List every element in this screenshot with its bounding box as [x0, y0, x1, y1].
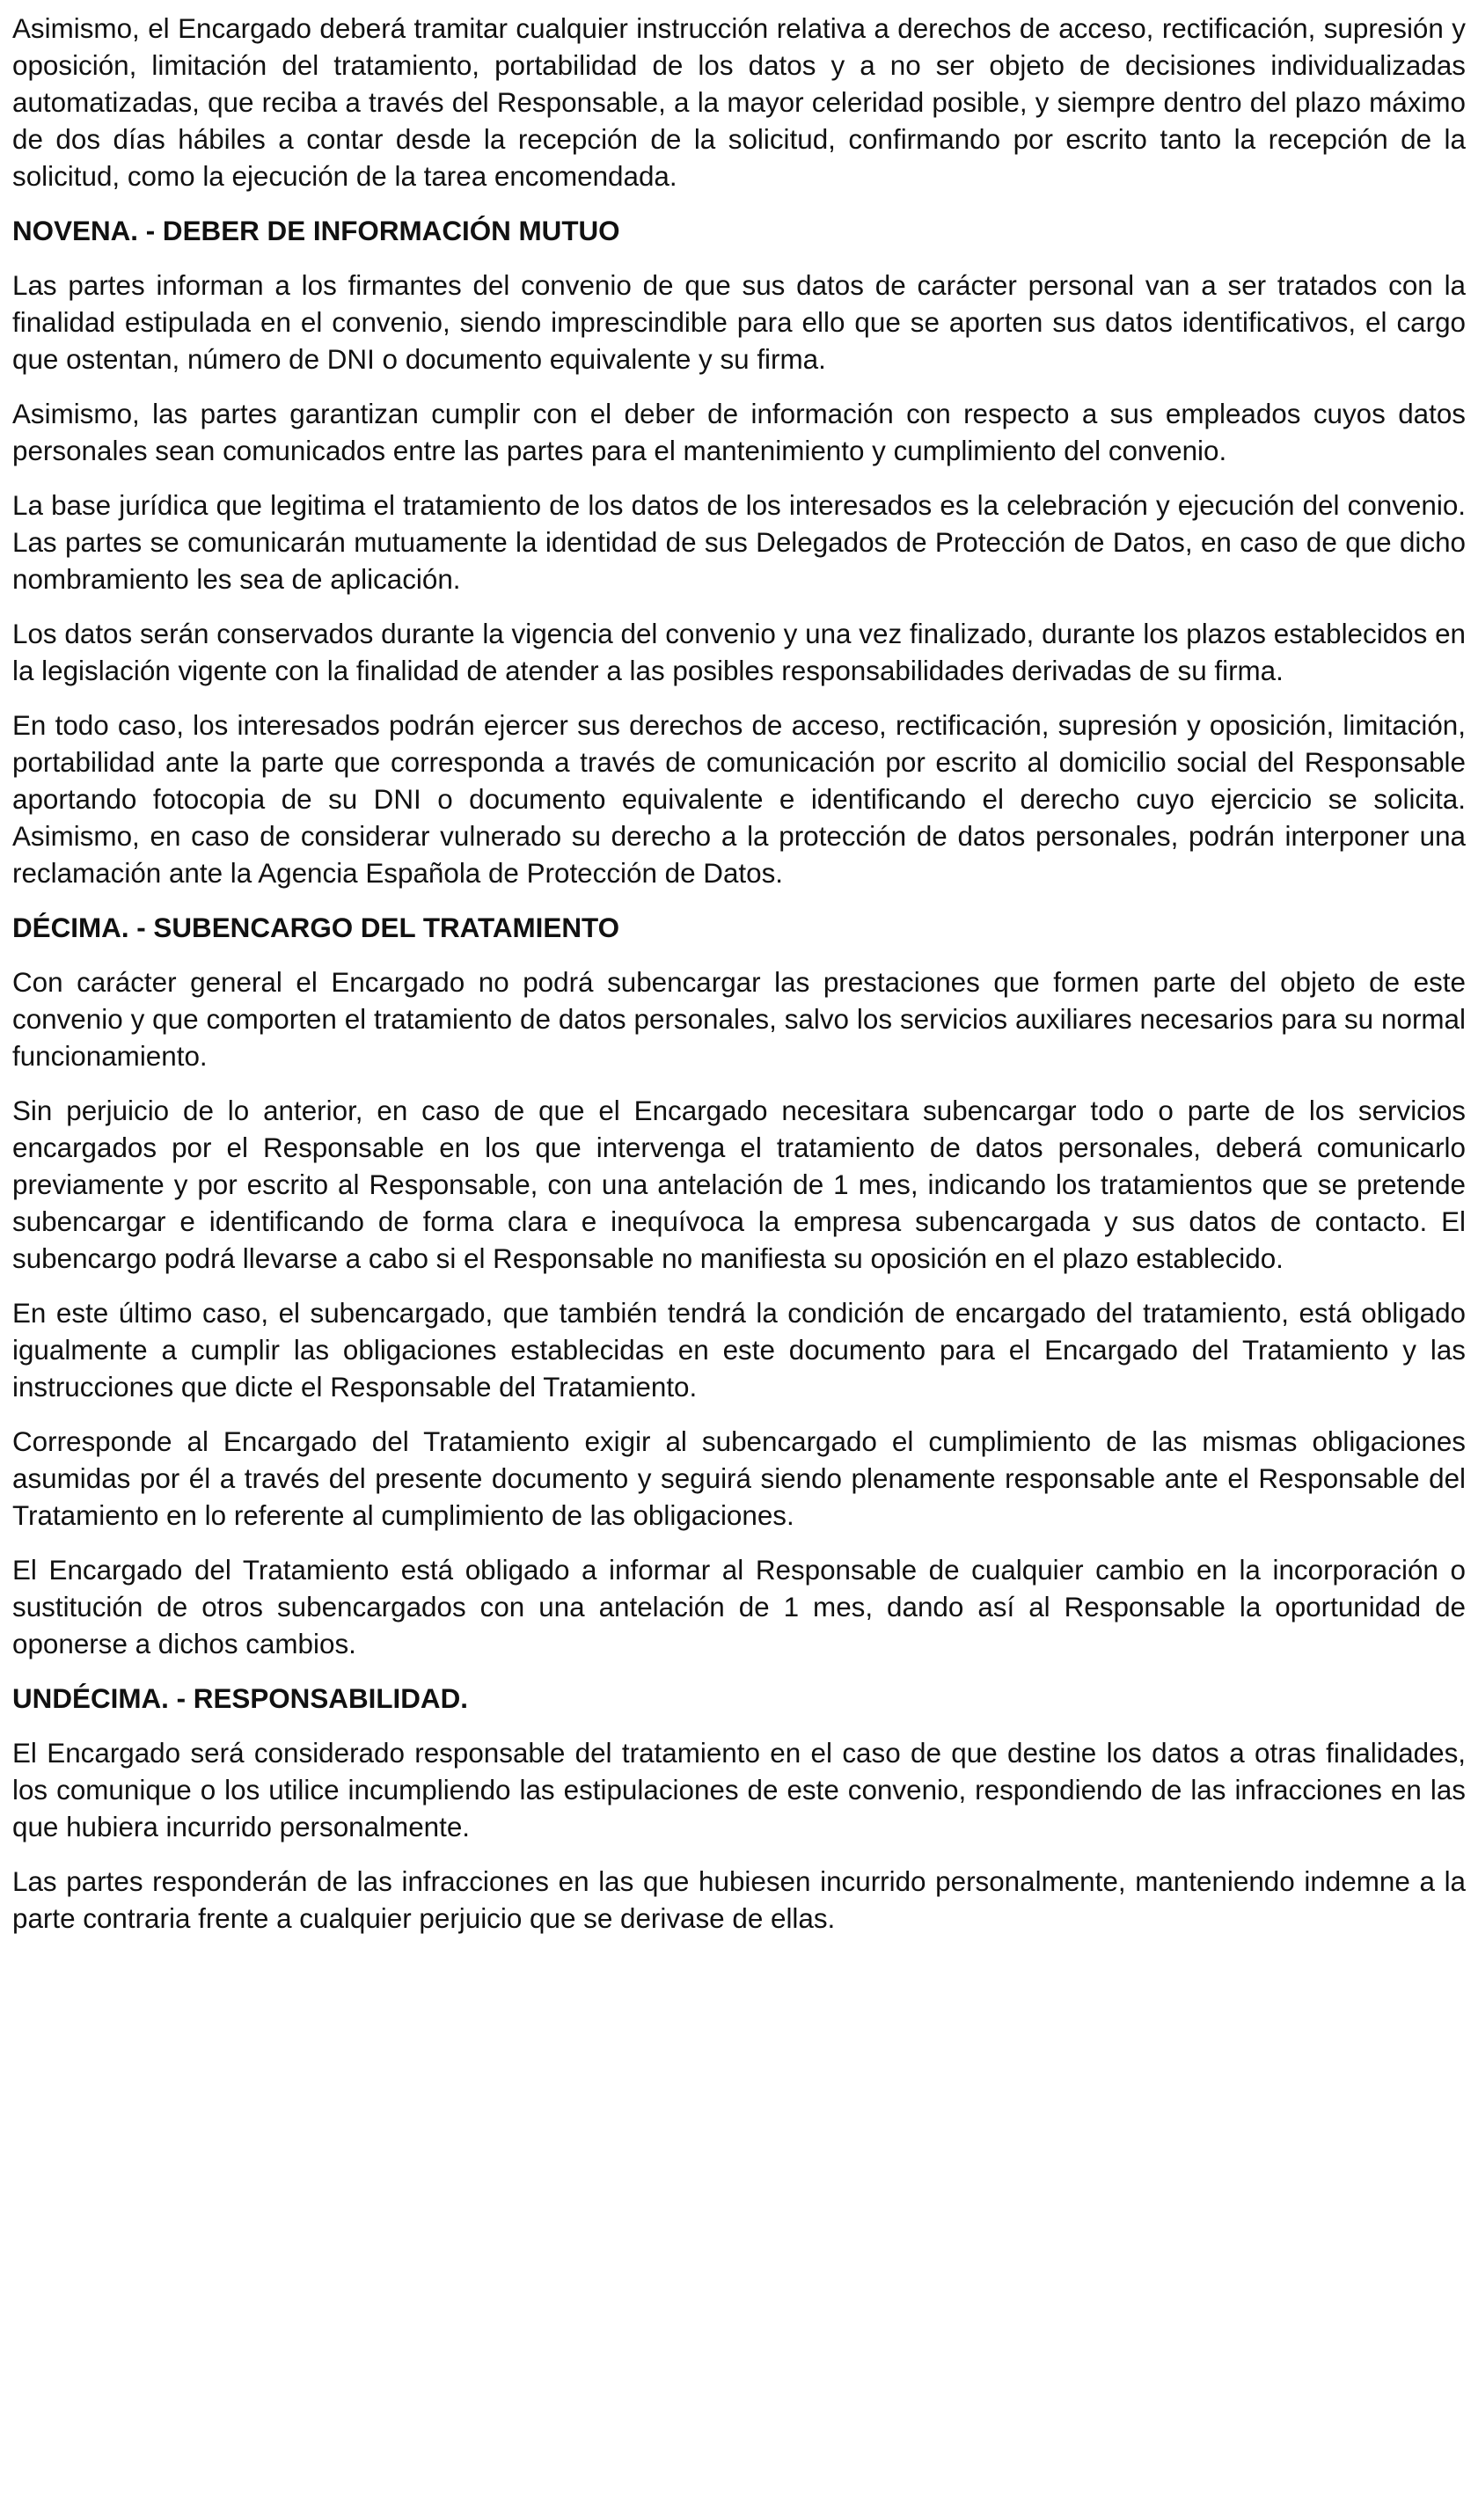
paragraph-processor-liability: Corresponde al Encargado del Tratamiento exigir al subencargado el cumplimiento de las mismas obligaciones asumidas por él a través del presente documento y seguirá siendo plenamente responsable ante el Responsable del Tratamiento en lo referente al cumplimiento de las obligaciones. — [12, 1426, 1466, 1531]
paragraph-subcontracting-notice: Sin perjuicio de lo anterior, en caso de que el Encargado necesitara subencargar todo o parte de los servicios encargados por el Responsable en los que intervenga el tratamiento de datos personales, deberá comunicarlo previamente y por escrito al Responsable, con una antelación de 1 mes, indicando los tratamientos que se pretende subencargar e identificando de forma clara e inequívoca la empresa subencargada y sus datos de contacto. El subencargo podrá llevarse a cabo si el Responsable no manifiesta su oposición en el plazo establecido. — [12, 1095, 1466, 1274]
paragraph-rights-requests: Asimismo, el Encargado deberá tramitar cualquier instrucción relativa a derechos de acceso, rectificación, supresión y oposición, limitación del tratamiento, portabilidad de los datos y a no ser objeto de decisiones individualizadas automatizadas, que reciba a través del Responsable, a la mayor celeridad posible, y siempre dentro del plazo máximo de dos días hábiles a contar desde la recepción de la solicitud, confirmando por escrito tanto la recepción de la solicitud, como la ejecución de la tarea encomendada. — [12, 13, 1466, 192]
paragraph-signatory-data: Las partes informan a los firmantes del convenio de que sus datos de carácter personal van a ser tratados con la finalidad estipulada en el convenio, siendo imprescindible para ello que se aporten sus datos identificativos, el cargo que ostentan, número de DNI o documento equivalente y su firma. — [12, 270, 1466, 375]
paragraph-exercise-rights: En todo caso, los interesados podrán ejercer sus derechos de acceso, rectificación, supresión y oposición, limitación, portabilidad ante la parte que corresponda a través de comunicación por escrito al domicilio social del Responsable aportando fotocopia de su DNI o documento equivalente e identificando el derecho cuyo ejercicio se solicita. Asimismo, en caso de considerar vulnerado su derecho a la protección de datos personales, podrán interponer una reclamación ante la Agencia Española de Protección de Datos. — [12, 710, 1466, 889]
heading-clause-novena: NOVENA. - DEBER DE INFORMACIÓN MUTUO — [12, 216, 620, 246]
paragraph-indemnity: Las partes responderán de las infracciones en las que hubiesen incurrido personalmente, manteniendo indemne a la parte contraria frente a cualquier perjuicio que se derivase de ellas. — [12, 1866, 1466, 1934]
paragraph-data-retention: Los datos serán conservados durante la vigencia del convenio y una vez finalizado, durante los plazos establecidos en la legislación vigente con la finalidad de atender a las posibles responsabilidades derivadas de su firma. — [12, 619, 1466, 686]
paragraph-legal-basis: La base jurídica que legitima el tratamiento de los datos de los interesados es la celebración y ejecución del convenio. Las partes se comunicarán mutuamente la identidad de sus Delegados de Protección de Datos, en caso de que dicho nombramiento les sea de aplicación. — [12, 490, 1466, 595]
heading-clause-undecima: UNDÉCIMA. - RESPONSABILIDAD. — [12, 1683, 468, 1714]
paragraph-subcontractor-obligations: En este último caso, el subencargado, que también tendrá la condición de encargado del tratamiento, está obligado igualmente a cumplir las obligaciones establecidas en este documento para el Encargado del Tratamiento y las instrucciones que dicte el Responsable del Tratamiento. — [12, 1298, 1466, 1403]
paragraph-subcontracting-general: Con carácter general el Encargado no podrá subencargar las prestaciones que formen parte del objeto de este convenio y que comporten el tratamiento de datos personales, salvo los servicios auxiliares necesarios para su normal funcionamiento. — [12, 967, 1466, 1072]
paragraph-change-notification: El Encargado del Tratamiento está obligado a informar al Responsable de cualquier cambio en la incorporación o sustitución de otros subencargados con una antelación de 1 mes, dando así al Responsable la oportunidad de oponerse a dichos cambios. — [12, 1555, 1466, 1659]
paragraph-responsibility: El Encargado será considerado responsable del tratamiento en el caso de que destine los datos a otras finalidades, los comunique o los utilice incumpliendo las estipulaciones de este convenio, respondiendo de las infracciones en las que hubiera incurrido personalmente. — [12, 1738, 1466, 1842]
document-page — [12, 11, 1466, 1955]
paragraph-employee-information: Asimismo, las partes garantizan cumplir con el deber de información con respecto a sus empleados cuyos datos personales sean comunicados entre las partes para el mantenimiento y cumplimiento del convenio. — [12, 399, 1466, 466]
heading-clause-decima: DÉCIMA. - SUBENCARGO DEL TRATAMIENTO — [12, 912, 620, 943]
